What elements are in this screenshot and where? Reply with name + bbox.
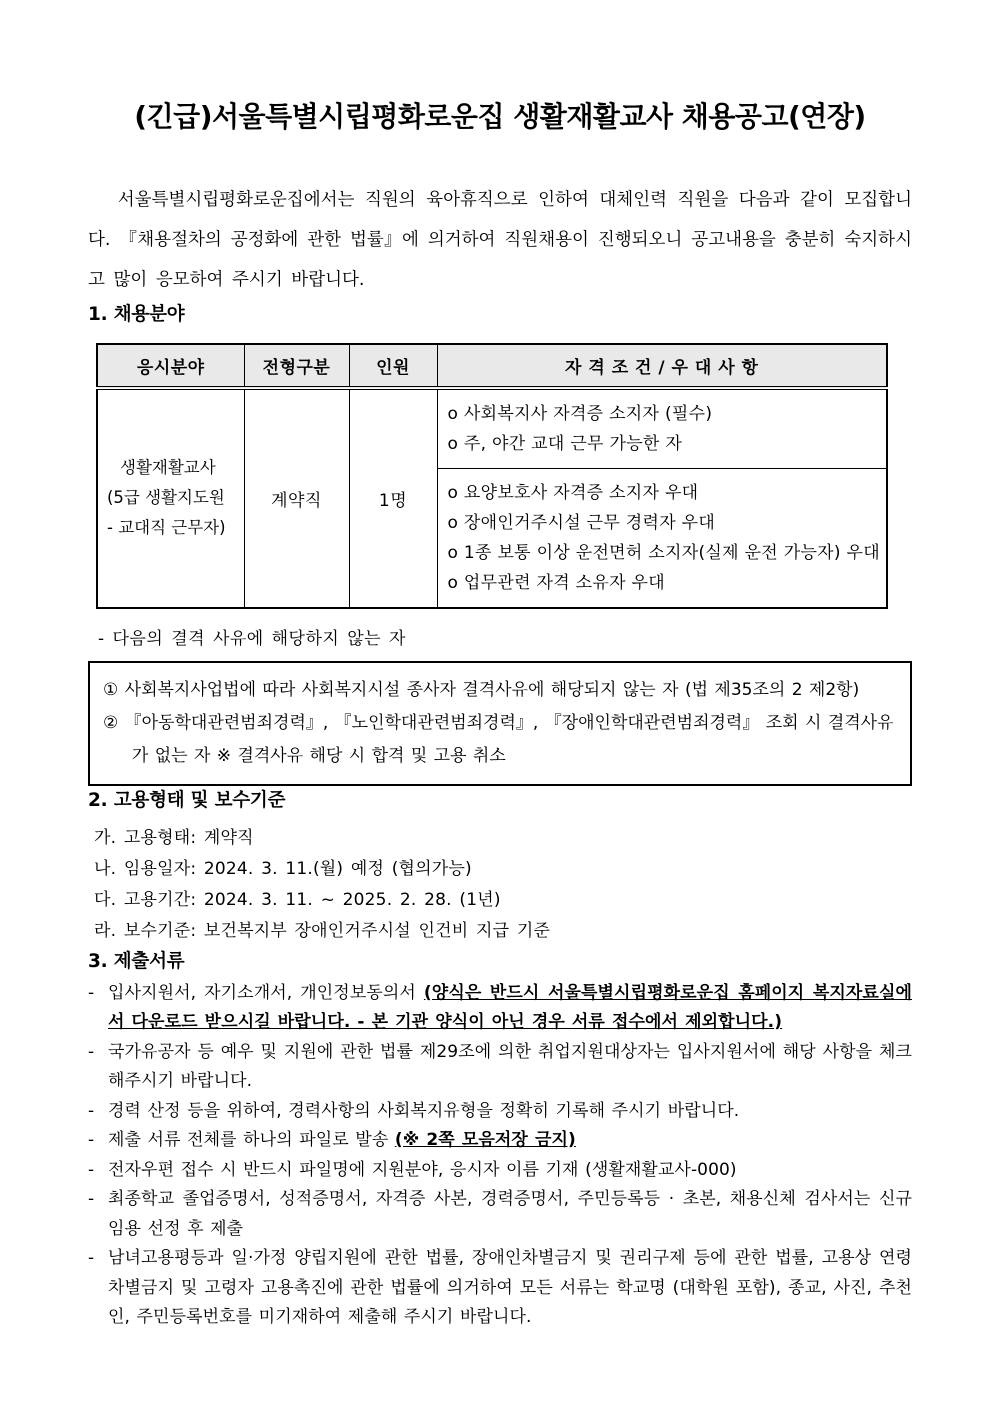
- bullet-dash: -: [88, 1041, 95, 1062]
- page-title: (긴급)서울특별시립평화로운집 생활재활교사 채용공고(연장): [134, 100, 866, 133]
- list-item: 나. 임용일자: 2024. 3. 11.(월) 예정 (협의가능): [94, 858, 472, 879]
- cell-qualifications-required: [437, 388, 887, 469]
- item-text-emphasis: (양식은 반드시 서울특별시립평화로운집 홈페이지 복지자료실에서 다운로드 받으시길 바랍니다. - 본 기관 양식이 아닌 경우 서류 접수에서 제외합니다.): [108, 982, 912, 1033]
- col-header-field: 응시분야: [97, 344, 244, 388]
- qualification-line: o 1종 보통 이상 운전면허 소지자(실제 운전 가능자) 우대: [447, 542, 880, 563]
- cell-qualifications-preferred: [437, 468, 887, 608]
- field-line: 생활재활교사: [120, 458, 216, 478]
- employment-terms-list: [94, 823, 912, 947]
- item-text: 최종학교 졸업증명서, 성적증명서, 자격증 사본, 경력증명서, 주민등록등 · 초본, 채용신체 검사서는 신규 임용 선정 후 제출: [108, 1189, 912, 1239]
- list-item: 가. 고용형태: 계약직: [94, 827, 254, 848]
- list-item: 다. 고용기간: 2024. 3. 11. ~ 2025. 2. 28. (1년): [94, 889, 501, 910]
- recruit-table: [96, 343, 888, 609]
- col-header-qualifications: 자 격 조 건 / 우 대 사 항: [437, 344, 887, 388]
- col-header-type: 전형구분: [244, 344, 349, 388]
- item-text: 입사지원서, 자기소개서, 개인정보동의서: [108, 982, 424, 1003]
- section1-heading: 1. 채용분야: [88, 303, 185, 325]
- cell-field: [97, 388, 244, 608]
- item-text: 국가유공자 등 예우 및 지원에 관한 법률 제29조에 의한 취업지원대상자는 입사지원서에 해당 사항을 체크해주시기 바랍니다.: [108, 1041, 912, 1092]
- bullet-dash: -: [88, 1100, 95, 1121]
- qualification-line: o 주, 야간 교대 근무 가능한 자: [447, 433, 683, 454]
- qualification-line: o 사회복지사 자격증 소지자 (필수): [447, 403, 713, 424]
- list-item: [88, 1126, 912, 1156]
- list-item: [88, 979, 912, 1038]
- item-text: 경력 산정 등을 위하여, 경력사항의 사회복지유형을 정확히 기록해 주시기 바랍니다.: [108, 1100, 740, 1121]
- bullet-dash: -: [88, 1189, 95, 1210]
- list-item: 라. 보수기준: 보건복지부 장애인거주시설 인건비 지급 기준: [94, 920, 551, 941]
- qualification-line: o 업무관련 자격 소유자 우대: [447, 572, 665, 593]
- intro-paragraph: 서울특별시립평화로운집에서는 직원의 육아휴직으로 인하여 대체인력 직원을 다음과 같이 모집합니다. 『채용절차의 공정화에 관한 법률』에 의거하여 직원채용이 진행되오니 공고내용을 충분히 숙지하시고 많이 응모하여 주시기 바랍니다.: [88, 189, 912, 290]
- submission-documents-list: [88, 979, 912, 1333]
- bullet-dash: -: [88, 1159, 95, 1180]
- item-text: 남녀고용평등과 일·가정 양립지원에 관한 법률, 장애인차별금지 및 권리구제 등에 관한 법률, 고용상 연령차별금지 및 고령자 고용촉진에 관한 법률에 의거하여 모든 서류는 학교명 (대학원 포함), 종교, 사진, 추천인, 주민등록번호를 미기재하여 제출해 주시기 바랍니다.: [108, 1248, 912, 1328]
- list-item: [88, 1038, 912, 1097]
- section2-heading: 2. 고용형태 및 보수기준: [88, 789, 286, 811]
- list-item: [88, 1156, 912, 1186]
- bullet-dash: -: [88, 1130, 95, 1151]
- section3-heading: 3. 제출서류: [88, 950, 185, 972]
- disqualification-note: - 다음의 결격 사유에 해당하지 않는 자: [98, 628, 406, 649]
- table-row: [97, 388, 887, 469]
- col-header-count: 인원: [349, 344, 437, 388]
- list-item: [88, 1244, 912, 1333]
- item-text-emphasis: (※ 2쪽 모음저장 금지): [394, 1130, 576, 1151]
- disqualification-box: [88, 661, 912, 786]
- bullet-dash: -: [88, 982, 95, 1003]
- disqualification-item: ① 사회복지사업법에 따라 사회복지시설 종사자 결격사유에 해당되지 않는 자 (법 제35조의 2 제2항): [103, 679, 860, 700]
- disqualification-item: ② 『아동학대관련범죄경력』, 『노인학대관련범죄경력』, 『장애인학대관련범죄경력』 조회 시 결격사유가 없는 자 ※ 결격사유 해당 시 합격 및 고용 취소: [103, 712, 894, 766]
- table-header-row: [97, 344, 887, 388]
- field-line: - 교대직 근무자): [107, 518, 226, 538]
- field-line: (5급 생활지도원: [107, 488, 225, 508]
- list-item: [88, 1097, 912, 1127]
- qualification-line: o 요양보호사 자격증 소지자 우대: [447, 482, 699, 503]
- bullet-dash: -: [88, 1248, 95, 1269]
- item-text: 제출 서류 전체를 하나의 파일로 발송: [108, 1130, 395, 1151]
- list-item: [88, 1185, 912, 1244]
- qualification-line: o 장애인거주시설 근무 경력자 우대: [447, 512, 716, 533]
- item-text: 전자우편 접수 시 반드시 파일명에 지원분야, 응시자 이름 기재 (생활재활교사-000): [108, 1159, 737, 1180]
- cell-type: 계약직: [244, 388, 349, 608]
- cell-count: 1명: [349, 388, 437, 608]
